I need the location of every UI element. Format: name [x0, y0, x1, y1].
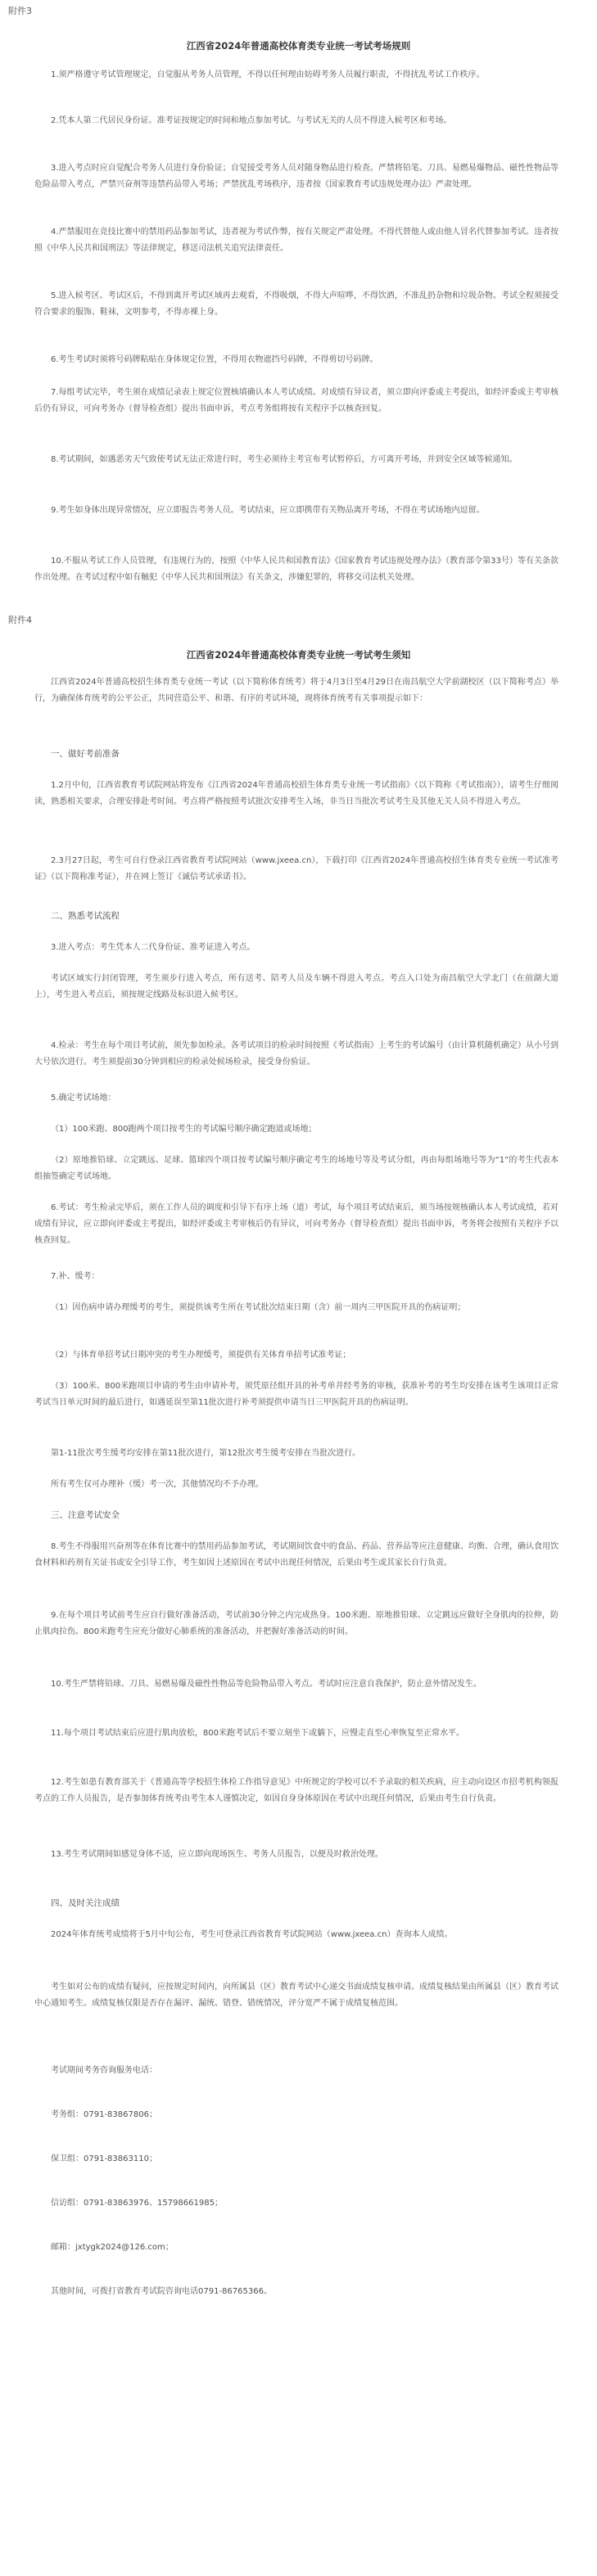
flow-item-makeup-2: （2）与体育单招考试日期冲突的考生办理缓考，须提供有关体育单招考试准考证； [51, 1351, 351, 1360]
prepare-item-2: 2.3月27日起，考生可自行登录江西省教育考试院网站（www.jxeea.cn），下载打印《江西省2024年普通高校招生体育类专业统一考试准考证》（以下简称准考证），并在网上签订《诚信考试承诺书》。 [34, 856, 559, 882]
annex3-label: 附件3 [8, 6, 32, 16]
contact-line-email: 邮箱：jxtygk2024@126.com； [51, 2243, 174, 2252]
annex3-rule-1: 1.须严格遵守考试管理规定，自觉服从考务人员管理，不得以任何理由妨碍考务人员履行职责，不得扰乱考试工作秩序。 [51, 70, 485, 79]
section-heading-results: 四、及时关注成绩 [51, 1898, 120, 1908]
annex3-rule-2: 2.凭本人第二代居民身份证、准考证按规定的时间和地点参加考试。与考试无关的人员不得进入候考区和考场。 [51, 116, 452, 125]
annex3-rule-8: 8.考试期间，如遇恶劣天气致使考试无法正常进行时，考生必须待主考宣布考试暂停后，方可离开考场，并到安全区域等候通知。 [51, 455, 518, 464]
flow-item-makeup-1: （1）因伤病申请办理缓考的考生，须提供该考生所在考试批次结束日期（含）前一周内三甲医院开具的伤病证明； [51, 1303, 466, 1312]
flow-item-venue: 5.确定考试场地： [51, 1094, 116, 1103]
prepare-item-1: 1.2月中旬，江西省教育考试院网站将发布《江西省2024年普通高校招生体育类专业统一考试指南》（以下简称《考试指南》），请考生仔细阅读，熟悉相关要求，合理安排赴考时间。考点将严格按照考试批次安排考生入场，非当日当批次考试考生及其他无关人员不得进入考点。 [34, 781, 559, 806]
annex3-title: 江西省2024年普通高校体育类专业统一考试考场规则 [186, 40, 411, 52]
results-item-publish: 2024年体育统考成绩将于5月中旬公布，考生可登录江西省教育考试院网站（www.jxeea.cn）查询本人成绩。 [51, 1930, 453, 1939]
safety-item-8: 8.考生不得服用兴奋剂等在体育比赛中的禁用药品参加考试，考试期间饮食中的食品、药品、营养品等应注意健康、均衡、合理，确认食用饮食材料和药剂有关证书或安全引导工作，考生如因上述原因在考试中出现任何情况，后果由考生或其家长自行负责。 [34, 1542, 559, 1568]
safety-item-9: 9.在每个项目考试前考生应自行做好准备活动，考试前30分钟之内完成热身。100米跑、原地推铅球、立定跳远应做好全身肌肉的拉伸，防止肌肉拉伤。800米跑考生应充分做好心肺系统的准备活动，并把握好准备活动的时间。 [34, 1611, 559, 1636]
annex4-label: 附件4 [8, 615, 32, 625]
annex3-rule-10: 10.不服从考试工作人员管理，有违规行为的，按照《中华人民共和国教育法》《国家教育考试违规处理办法》（教育部令第33号）等有关条款作出处理。在考试过程中如有触犯《中华人民共和国刑法》有关条文，涉嫌犯罪的，将移交司法机关处理。 [34, 557, 559, 582]
contact-line-security: 保卫组：0791-83863110； [51, 2154, 157, 2163]
contact-line-other: 其他时间，可拨打省教育考试院咨询电话0791-86765366。 [51, 2287, 272, 2296]
contact-line-affairs: 考务组：0791-83867806； [51, 2110, 157, 2119]
safety-item-12: 12.考生如患有教育部关于《普通高等学校招生体检工作指导意见》中所规定的学校可以不予录取的相关疾病，应主动向设区市招考机构领报考点的工作人员报告，是否参加体育统考由考生本人谨慎决定，如因自身身体原因在考试中出现任何情况，后果由考生自行负责。 [34, 1778, 559, 1803]
safety-item-10: 10.考生严禁将铅球、刀具、易燃易爆及磁性性物品等危险物品带入考点。考试时应注意自我保护，防止意外情况发生。 [51, 1680, 482, 1689]
section-heading-prepare: 一、做好考前准备 [51, 749, 120, 759]
flow-item-makeup-once: 所有考生仅可办理补（缓）考一次，其他情况均不予办理。 [51, 1480, 264, 1489]
annex3-rule-3: 3.进入考点时应自觉配合考务人员进行身份验证；自觉接受考务人员对随身物品进行检查。严禁将铅笔、刀具、易燃易爆物品、磁性性物品等危险品带入考点，严禁兴奋剂等违禁药品带入考场；严禁扰乱考场秩序，违者按《国家教育考试违规处理办法》严肃处理。 [34, 164, 559, 189]
safety-item-13: 13.考生考试期间如感觉身体不适，应立即向现场医生、考务人员报告，以便及时救治处理。 [51, 1850, 383, 1859]
annex3-rule-5: 5.进入候考区、考试区后，不得到离开考试区域再去观看，不得吸烟，不得大声喧哗，不得饮酒，不准乱扔杂物和垃圾杂物。考试全程须接受符合要求的服饰、鞋袜，文明参考，不得赤裸上身。 [34, 291, 559, 317]
flow-item-entry: 3.进入考点：考生凭本人二代身份证、准考证进入考点。 [51, 943, 256, 952]
flow-item-closed-area: 考试区域实行封闭管理，考生须步行进入考点，所有送考、陪考人员及车辆不得进入考点。考点入口处为南昌航空大学北门（在前湖大道上），考生进入考点后，须按规定线路及标识进入候考区。 [34, 974, 559, 999]
flow-item-makeup-3: （3）100米、800米跑项目申请的考生由申请补考，须凭原径组开具的补考单并经考务的审核，获准补考的考生均安排在该考生该项目正常考试当日单元时间的最后进行，如遇延误至第11批次进行补考须提供申请当日三甲医院开具的伤病证明。 [34, 1382, 559, 1407]
section-heading-safety: 三、注意考试安全 [51, 1510, 120, 1520]
annex3-rule-7: 7.每组考试完毕，考生须在成绩记录表上规定位置核填确认本人考试成绩。对成绩有异议者，须立即向评委或主考提出，如经评委或主考审核后仍有异议，可向考务办（督导检查组）提出书面申诉，考点考务组将按有关程序予以核查回复。 [34, 388, 559, 413]
contact-line-petition: 信访组：0791-83863976、15798661985； [51, 2199, 223, 2208]
annex3-rule-9: 9.考生如身体出现异常情况，应立即报告考务人员。考试结束，应立即携带有关物品离开考场，不得在考试场地内逗留。 [51, 506, 485, 515]
flow-item-venue-1: （1）100米跑、800跑两个项目按考生的考试编号顺序确定跑道或场地； [51, 1125, 317, 1134]
contacts-heading: 考试期间考务咨询服务电话： [51, 2066, 157, 2075]
flow-item-venue-2: （2）原地推铅球、立定跳远、足球、篮球四个项目按考试编号顺序确定考生的场地号等及考试分组，再由每组场地号等为“1”的考生代表本组抽签确定考试场地。 [34, 1156, 559, 1181]
flow-item-makeup: 7.补、缓考： [51, 1272, 100, 1281]
flow-item-exam: 6.考试：考生检录完毕后，须在工作人员的调度和引导下有序上场（道）考试，每个项目考试结束后，须当场按规核确认本人考试成绩，若对成绩有异议，应立即向评委或主考提出，如经评委或主考审核后仍有异议，可向考务办（督导检查组）提出书面申诉，考务将会按照有关程序予以核查回复。 [34, 1203, 559, 1245]
flow-item-makeup-batches: 第1-11批次考生缓考均安排在第11批次进行，第12批次考生缓考安排在当批次进行。 [51, 1449, 361, 1458]
section-heading-flow: 二、熟悉考试流程 [51, 911, 120, 921]
annex4-intro: 江西省2024年普通高校招生体育类专业统一考试（以下简称体育统考）将于4月3日至4月29日在南昌航空大学前湖校区（以下简称考点）举行，为确保体育统考的公平公正，共同营造公平、和谐、有序的考试环境，现将体育统考有关事项提示如下： [34, 678, 559, 703]
flow-item-checkin: 4.检录：考生在每个项目考试前，须先参加检录。各考试项目的检录时间按照《考试指南》上考生的考试编号（由计算机随机确定）从小号到大号依次进行。考生须提前30分钟到相应的检录处候场检录，接受身份验证。 [34, 1041, 559, 1067]
annex4-title: 江西省2024年普通高校体育类专业统一考试考生须知 [186, 649, 411, 661]
safety-item-11: 11.每个项目考试结束后应进行肌肉放松，800米跑考试后不要立刻坐下或躺下，应慢走直至心率恢复至正常水平。 [51, 1729, 464, 1738]
annex3-rule-6: 6.考生考试时须将号码牌粘贴在身体规定位置，不得用衣物遮挡号码牌，不得剪切号码牌。 [51, 355, 378, 364]
results-item-review: 考生如对公布的成绩有疑问，应按规定时间内，向所属县（区）教育考试中心递交书面成绩复核申请。成绩复核结果由所属县（区）教育考试中心通知考生。成绩复核仅限是否存在漏评、漏统、错登、错统情况，评分宽严不属于成绩复核范围。 [34, 1983, 559, 2008]
annex3-rule-4: 4.严禁服用在竞技比赛中的禁用药品参加考试，违者视为考试作弊，按有关规定严肃处理。不得代替他人或由他人冒名代替参加考试。违者按照《中华人民共和国刑法》等法律规定，移送司法机关追究法律责任。 [34, 228, 559, 253]
